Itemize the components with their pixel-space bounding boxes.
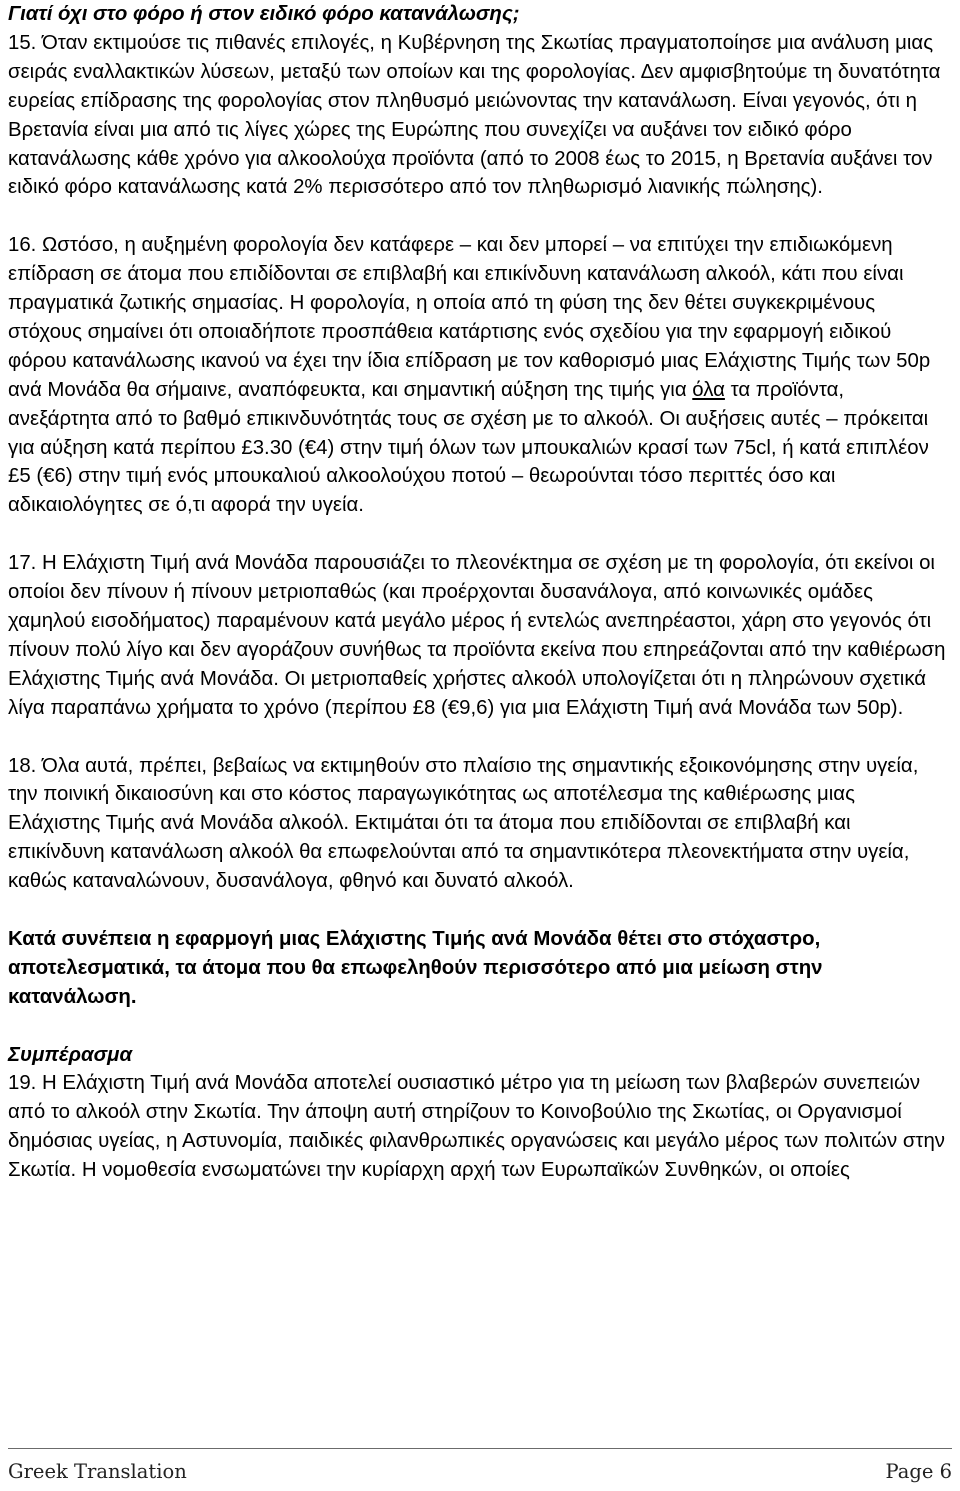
paragraph-16-part-2: τα προϊόντα, ανεξάρτητα από το βαθμό επικινδυνότητάς τους σε σχέση με το αλκοόλ. Οι αυξήσεις αυτές – πρόκειται για αύξηση κατά περίπου £3.30 (€4) στην τιμή όλων των μπουκαλιών κρασί των 75cl, ή κατά επιπλέον £5 (€6) στην τιμή ενός μπουκαλιού αλκοολούχου ποτού – θεωρούνται τόσο περιττές όσο και αδικαιολόγητες σε ό,τι αφορά την υγεία.	[8, 378, 929, 517]
paragraph-gap	[8, 520, 948, 549]
paragraph-gap	[8, 1012, 948, 1041]
document-page	[8, 0, 948, 1185]
footer-document-label: Greek Translation	[8, 1460, 187, 1483]
paragraph-gap	[8, 202, 948, 231]
underlined-word-ola: όλα	[692, 378, 725, 401]
heading-conclusion: Συμπέρασμα	[8, 1043, 133, 1066]
paragraph-15: 15. Όταν εκτιμούσε τις πιθανές επιλογές, η Κυβέρνηση της Σκωτίας πραγματοποίησε μια ανάλυση μιας σειράς εναλλακτικών λύσεων, μεταξύ των οποίων και της φορολογίας. Δεν αμφισβητούμε τη δυνατότητα ευρείας επίδρασης της φορολογίας στον πληθυσμό μειώνοντας την κατανάλωση. Είναι γεγονός, ότι η Βρετανία είναι μια από τις λίγες χώρες της Ευρώπης που συνεχίζει να αυξάνει τον ειδικό φόρο κατανάλωσης κάθε χρόνο για αλκοολούχα προϊόντα (από το 2008 έως το 2015, η Βρετανία αυξάνει τον ειδικό φόρο κατανάλωσης κατά 2% περισσότερο από τον πληθωρισμό λιανικής πώλησης).	[8, 31, 941, 199]
paragraph-gap	[8, 896, 948, 925]
paragraph-19: 19. Η Ελάχιστη Τιμή ανά Μονάδα αποτελεί ουσιαστικό μέτρο για τη μείωση των βλαβερών συνεπειών από το αλκοόλ στην Σκωτία. Την άποψη αυτή στηρίζουν το Κοινοβούλιο της Σκωτίας, οι Οργανισμοί δημόσιας υγείας, η Αστυνομία, παιδικές φιλανθρωπικές οργανώσεις και μεγάλο μέρος των πολιτών στην Σκωτία. Η νομοθεσία ενσωματώνει την κυρίαρχη αρχή των Ευρωπαϊκών Συνθηκών, οι οποίες	[8, 1072, 945, 1182]
footer-page-number: Page 6	[885, 1460, 952, 1483]
paragraph-gap	[8, 723, 948, 752]
paragraph-16	[8, 231, 948, 520]
page-footer	[8, 1458, 952, 1488]
footer-divider	[8, 1448, 952, 1449]
paragraph-18: 18. Όλα αυτά, πρέπει, βεβαίως να εκτιμηθούν στο πλαίσιο της σημαντικής εξοικονόμησης στην υγεία, την ποινική δικαιοσύνη και στο κόστος παραγωγικότητας ως αποτέλεσμα της καθιέρωσης μιας Ελάχιστης Τιμής ανά Μονάδα αλκοόλ. Εκτιμάται ότι τα άτομα που επιδίδονται σε επιβλαβή και επικίνδυνη κατανάλωση αλκοόλ θα επωφελούνται από τα σημαντικότερα πλεονεκτήματα στην υγεία, καθώς καταναλώνουν, δυσανάλογα, φθηνό και δυνατό αλκοόλ.	[8, 754, 919, 893]
paragraph-17: 17. Η Ελάχιστη Τιμή ανά Μονάδα παρουσιάζει το πλεονέκτημα σε σχέση με τη φορολογία, ότι εκείνοι οι οποίοι δεν πίνουν ή πίνουν μετριοπαθώς (και προέρχονται δυσανάλογα, από κοινωνικές ομάδες χαμηλού εισοδήματος) παραμένουν κατά μεγάλο μέρος ή εντελώς ανεπηρέαστοι, χάρη στο γεγονός ότι πίνουν πολύ λίγο και δεν αγοράζουν συνήθως τα προϊόντα εκείνα που επηρεάζονται από την καθιέρωση Ελάχιστης Τιμής ανά Μονάδα. Οι μετριοπαθείς χρήστες αλκοόλ υπολογίζεται ότι η πληρώνουν σχετικά λίγα παραπάνω χρήματα το χρόνο (περίπου £8 (€9,6) για μια Ελάχιστη Τιμή ανά Μονάδα των 50p).	[8, 552, 946, 719]
heading-why-not-tax: Γιατί όχι στο φόρο ή στον ειδικό φόρο κατανάλωσης;	[8, 3, 520, 25]
paragraph-16-part-1: 16. Ωστόσο, η αυξημένη φορολογία δεν κατάφερε – και δεν μπορεί – να επιτύχει την επιδιωκόμενη επίδραση σε άτομα που επιδίδονται σε επιβλαβή και επικίνδυνη κατανάλωση αλκοόλ, κάτι που είναι πραγματικά ζωτικής σημασίας. Η φορολογία, η οποία από τη φύση της δεν θέτει συγκεκριμένους στόχους σημαίνει ότι οποιαδήποτε προσπάθεια κατάρτισης ενός σχεδίου για την εφαρμογή ειδικού φόρου κατανάλωσης ικανού να έχει την ίδια επίδραση με τον καθορισμό μιας Ελάχιστης Τιμής των 50p ανά Μονάδα θα σήμαινε, αναπόφευκτα, και σημαντική αύξηση της τιμής για	[8, 234, 931, 401]
bold-conclusion-statement: Κατά συνέπεια η εφαρμογή μιας Ελάχιστης Τιμής ανά Μονάδα θέτει στο στόχαστρο, αποτελεσματικά, τα άτομα που θα επωφεληθούν περισσότερο από μια μείωση στην κατανάλωση.	[8, 927, 823, 1008]
